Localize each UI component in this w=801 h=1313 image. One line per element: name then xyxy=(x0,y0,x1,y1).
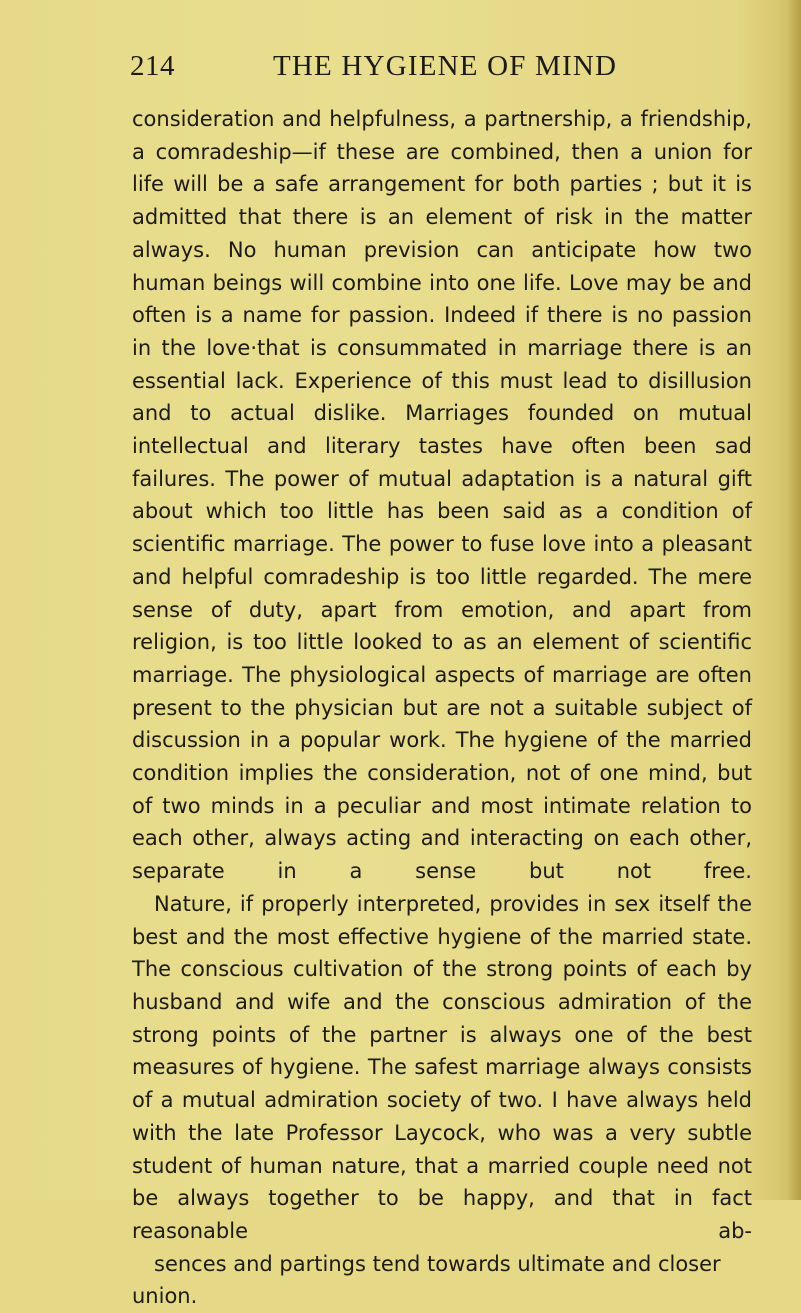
page-edge-shadow xyxy=(787,0,801,1200)
page-header xyxy=(130,50,750,90)
paragraph-2-last-line: sences and partings tend towards ultimate and closer union. xyxy=(132,1251,721,1309)
paragraph-1-last-line: separate in a sense but not free. xyxy=(132,859,752,884)
paragraph-2 xyxy=(132,888,752,1313)
paragraph-2-text: Nature, if properly interpreted, provides in sex itself the best and the most effective hygiene of the married state. The conscious cultivation of the strong points of each by husband and wife and the conscious admiration of the strong points of the partner is always one of the best measures of hygiene. The safest marriage always consists of a mutual admiration society of two. I have always held with the late Professor Laycock, who was a very subtle student of human nature, that a married couple need not be always together to be happy, and that in fact reasonable ab- xyxy=(132,891,752,1243)
paragraph-1 xyxy=(132,103,752,888)
body-text xyxy=(132,103,752,1313)
paragraph-1-text: consideration and helpfulness, a partnership, a friendship, a comradeship—if these are combined, then a union for life will be a safe arrangement for both parties ; but it is admitted that there is an element of risk in the matter always. No human prevision can anticipate how two human beings will combine into one life. Love may be and often is a name for passion. Indeed if there is no passion in the love·that is consummated in marriage there is an essential lack. Experience of this must lead to disillusion and to actual dislike. Marriages founded on mutual intellectual and literary tastes have often been sad failures. The power of mutual adaptation is a natural gift about which too little has been said as a condition of scientific marriage. The power to fuse love into a pleasant and helpful comradeship is too little regarded. The mere sense of duty, apart from emotion, and apart from religion, is too little looked to as an element of scientific marriage. The physiological aspects of marriage are often present to the physician but are not a suitable subject of discussion in a popular work. The hygiene of the married condition implies the consideration, not of one mind, but of two minds in a peculiar and most intimate relation to each other, always acting and interacting on each other, xyxy=(132,107,752,851)
page-number: 214 xyxy=(130,50,175,82)
running-title: THE HYGIENE OF MIND xyxy=(273,50,618,82)
